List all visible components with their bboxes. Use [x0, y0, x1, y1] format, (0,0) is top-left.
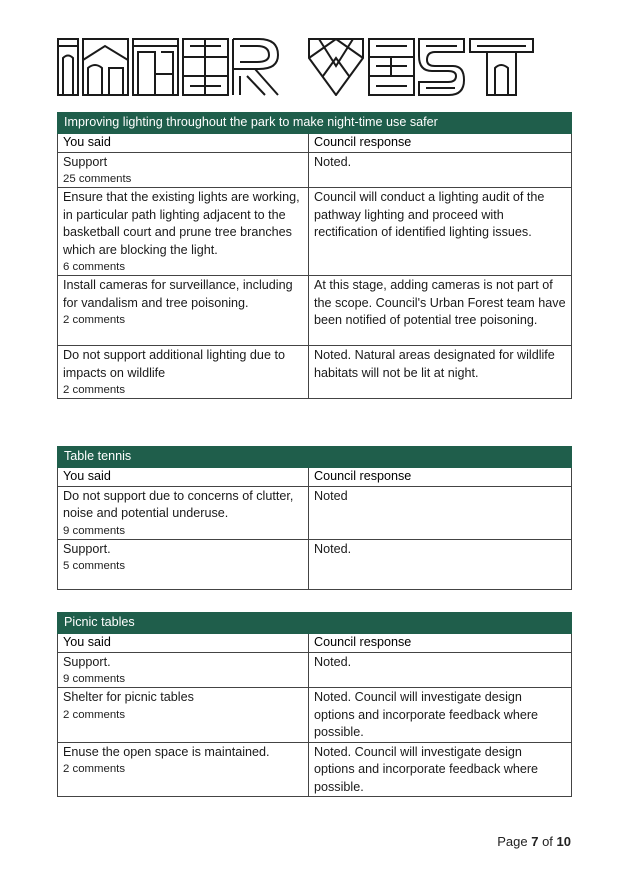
- logo-letter-n1: [83, 39, 128, 95]
- you-said-cell: [58, 486, 309, 539]
- lighting-table: [57, 112, 572, 399]
- comment-text: Support: [63, 154, 108, 169]
- council-response-cell: Noted. Council will investigate design options and incorporate feedback where possible.: [309, 742, 572, 797]
- comment-text: Shelter for picnic tables: [63, 690, 194, 704]
- page-label: Page: [497, 834, 528, 849]
- comment-count: 2 comments: [63, 384, 126, 396]
- council-response-cell: Noted. Natural areas designated for wildlife habitats will not be lit at night.: [309, 346, 572, 399]
- you-said-cell: [58, 652, 309, 688]
- comment-text: Do not support additional lighting due to impacts on wildlife: [63, 348, 285, 380]
- comment-text: Support.: [63, 541, 111, 556]
- column-header-council-response: Council response: [309, 133, 572, 152]
- council-response-cell: At this stage, adding cameras is not part of the scope. Council's Urban Forest team have been notified of potential tree poisoning.: [309, 276, 572, 346]
- comment-count: 2 comments: [63, 314, 126, 326]
- comment-count: 2 comments: [63, 708, 126, 721]
- logo-letter-i: [58, 39, 78, 95]
- comment-count: 6 comments: [63, 261, 126, 273]
- council-response-cell: Noted. Council will investigate design options and incorporate feedback where possible.: [309, 688, 572, 743]
- you-said-cell: [58, 688, 309, 743]
- column-header-you-said: You said: [58, 133, 309, 152]
- comment-text: Support.: [63, 654, 111, 669]
- total-pages: 10: [556, 834, 571, 849]
- logo-letter-r: [233, 39, 278, 95]
- comment-text: Ensure that the existing lights are working, in particular path lighting adjacent to the basketball court and prune tree branches which are blocking the light.: [63, 190, 300, 257]
- page-number: [497, 834, 571, 849]
- logo-letter-s: [419, 39, 464, 95]
- current-page: 7: [531, 834, 539, 849]
- you-said-cell: [58, 539, 309, 589]
- table-row: [58, 152, 572, 188]
- logo-letter-t: [470, 39, 533, 95]
- you-said-cell: [58, 188, 309, 276]
- table-row: [58, 742, 572, 797]
- council-response-cell: Noted.: [309, 539, 572, 589]
- table-title: Improving lighting throughout the park to make night-time use safer: [58, 113, 572, 134]
- logo-letter-n2: [133, 39, 178, 95]
- picnic-tables-table: [57, 612, 572, 797]
- council-response-cell: Noted.: [309, 652, 572, 688]
- table-row: [58, 276, 572, 346]
- column-header-you-said: You said: [58, 467, 309, 486]
- table-row: [58, 652, 572, 688]
- comment-count: 9 comments: [63, 673, 126, 685]
- table-row: [58, 346, 572, 399]
- column-header-council-response: Council response: [309, 633, 572, 652]
- comment-count: 5 comments: [63, 560, 126, 572]
- inner-west-logo: [57, 38, 535, 96]
- table-title: Table tennis: [58, 447, 572, 468]
- table-row: [58, 486, 572, 539]
- you-said-cell: [58, 346, 309, 399]
- council-response-cell: Noted.: [309, 152, 572, 188]
- table-row: [58, 188, 572, 276]
- table-tennis-table: [57, 446, 572, 590]
- of-label: of: [542, 834, 553, 849]
- logo-letter-w: [309, 39, 363, 95]
- column-header-you-said: You said: [58, 633, 309, 652]
- table-row: [58, 539, 572, 589]
- table-row: [58, 688, 572, 743]
- comment-text: Install cameras for surveillance, including for vandalism and tree poisoning.: [63, 278, 293, 310]
- you-said-cell: [58, 152, 309, 188]
- comment-count: 9 comments: [63, 524, 126, 537]
- comment-text: Do not support due to concerns of clutter, noise and potential underuse.: [63, 488, 294, 520]
- comment-count: 25 comments: [63, 173, 132, 185]
- table-title: Picnic tables: [58, 613, 572, 634]
- comment-count: 2 comments: [63, 763, 126, 775]
- comment-text: Enuse the open space is maintained.: [63, 744, 270, 759]
- you-said-cell: [58, 742, 309, 797]
- logo-letter-e1: [183, 39, 228, 95]
- council-response-cell: Council will conduct a lighting audit of the pathway lighting and proceed with rectification of identified lighting issues.: [309, 188, 572, 276]
- council-response-cell: Noted: [309, 486, 572, 539]
- logo-letter-e2: [369, 39, 414, 95]
- column-header-council-response: Council response: [309, 467, 572, 486]
- you-said-cell: [58, 276, 309, 346]
